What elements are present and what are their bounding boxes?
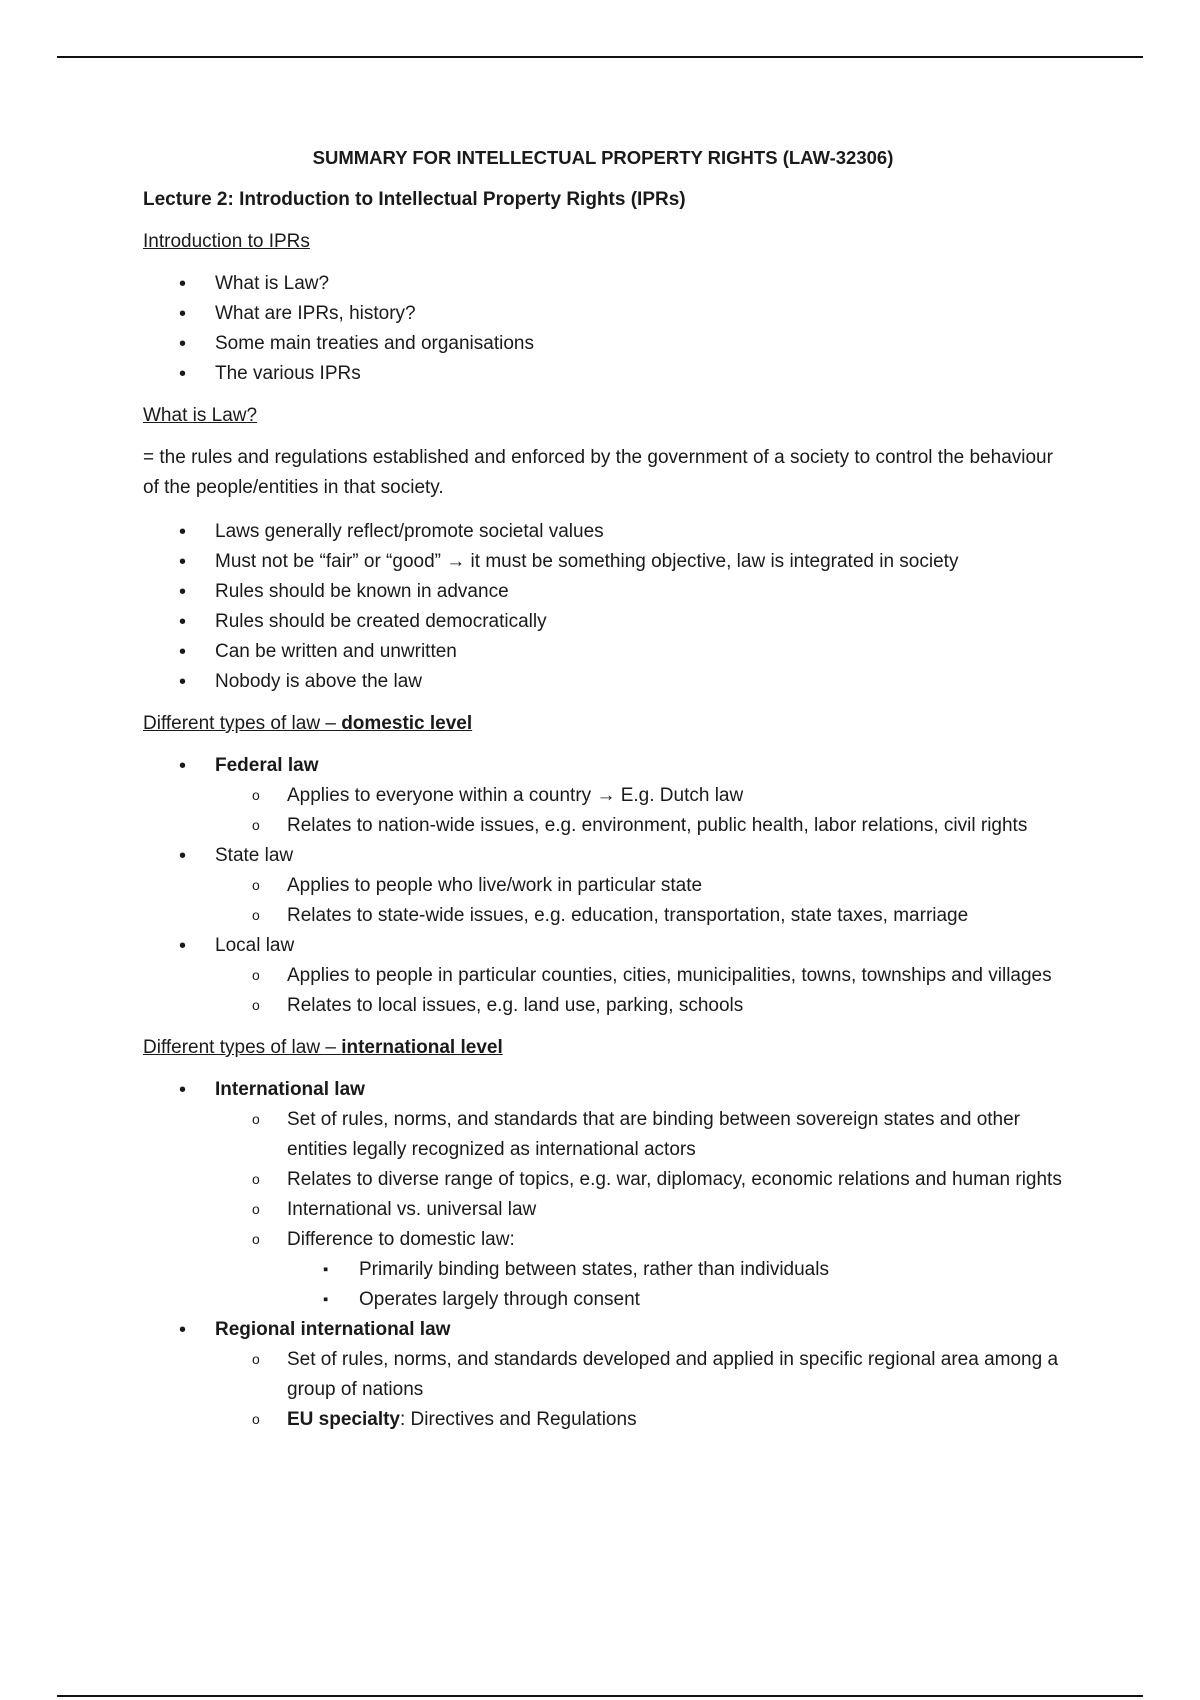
heading-emphasis: international level xyxy=(341,1037,503,1058)
list-item-state-law xyxy=(143,841,1063,931)
list-item xyxy=(215,1225,1063,1315)
list-item: • What are IPRs, history? xyxy=(143,299,1063,329)
list-item-regional-law xyxy=(143,1315,1063,1435)
federal-law-label: Federal law xyxy=(215,755,319,776)
international-law-list xyxy=(143,1075,1063,1435)
section-heading-intro: Introduction to IPRs xyxy=(143,231,310,252)
heading-emphasis: domestic level xyxy=(341,713,473,734)
list-item: • Laws generally reflect/promote societal values xyxy=(143,517,1063,547)
federal-law-sublist xyxy=(215,781,1063,841)
list-item xyxy=(215,1405,1063,1435)
section-heading-domestic xyxy=(143,709,1063,739)
regional-law-label: Regional international law xyxy=(215,1319,451,1340)
heading-prefix: Different types of law – xyxy=(143,1037,342,1058)
law-characteristics-list xyxy=(143,517,1063,697)
difference-sublist xyxy=(287,1255,1063,1315)
list-item: ▪ Operates largely through consent xyxy=(287,1285,1063,1315)
list-item: o Relates to diverse range of topics, e.g. war, diplomacy, economic relations and human rights xyxy=(215,1165,1063,1195)
lecture-heading: Lecture 2: Introduction to Intellectual Property Rights (IPRs) xyxy=(143,189,686,210)
list-item: o Relates to local issues, e.g. land use, parking, schools xyxy=(215,991,1063,1021)
law-definition: = the rules and regulations established and enforced by the government of a society to control the behaviour of the people/entities in that society. xyxy=(143,447,1053,498)
bottom-rule xyxy=(57,1695,1143,1697)
list-item: • What is Law? xyxy=(143,269,1063,299)
state-law-sublist xyxy=(215,871,1063,931)
regional-law-sublist xyxy=(215,1345,1063,1435)
list-item-federal-law xyxy=(143,751,1063,841)
list-item: • The various IPRs xyxy=(143,359,1063,389)
list-item: • Can be written and unwritten xyxy=(143,637,1063,667)
list-item-local-law xyxy=(143,931,1063,1021)
difference-label: Difference to domestic law: xyxy=(287,1229,515,1250)
list-item: o International vs. universal law xyxy=(215,1195,1063,1225)
eu-specialty-text: : Directives and Regulations xyxy=(400,1409,637,1430)
international-law-sublist xyxy=(215,1105,1063,1315)
list-item: • Must not be “fair” or “good” → it must be something objective, law is integrated in society xyxy=(143,547,1063,577)
intro-list xyxy=(143,269,1063,389)
state-law-label: State law xyxy=(215,845,294,866)
local-law-label: Local law xyxy=(215,935,295,956)
list-item: • Rules should be created democratically xyxy=(143,607,1063,637)
list-item: • Some main treaties and organisations xyxy=(143,329,1063,359)
international-law-label: International law xyxy=(215,1079,365,1100)
list-item: o Set of rules, norms, and standards developed and applied in specific regional area among a group of nations xyxy=(215,1345,1063,1405)
section-heading-what-is-law: What is Law? xyxy=(143,405,258,426)
list-item: • Rules should be known in advance xyxy=(143,577,1063,607)
document-title: SUMMARY FOR INTELLECTUAL PROPERTY RIGHTS (LAW-32306) xyxy=(312,147,894,168)
list-item: o Applies to people who live/work in particular state xyxy=(215,871,1063,901)
list-item: o Relates to state-wide issues, e.g. education, transportation, state taxes, marriage xyxy=(215,901,1063,931)
list-item: • Nobody is above the law xyxy=(143,667,1063,697)
list-item: o Applies to everyone within a country → E.g. Dutch law xyxy=(215,781,1063,811)
list-item: o Applies to people in particular counties, cities, municipalities, towns, townships and villages xyxy=(215,961,1063,991)
list-item: o Relates to nation-wide issues, e.g. environment, public health, labor relations, civil rights xyxy=(215,811,1063,841)
top-rule xyxy=(57,56,1143,58)
heading-prefix: Different types of law – xyxy=(143,713,342,734)
eu-specialty-label: EU specialty xyxy=(287,1409,400,1430)
list-item-international-law xyxy=(143,1075,1063,1315)
section-heading-international xyxy=(143,1033,1063,1063)
local-law-sublist xyxy=(215,961,1063,1021)
document-page xyxy=(143,143,1063,1447)
list-item: o Set of rules, norms, and standards that are binding between sovereign states and other entities legally recognized as international actors xyxy=(215,1105,1063,1165)
domestic-law-list xyxy=(143,751,1063,1021)
list-item: ▪ Primarily binding between states, rather than individuals xyxy=(287,1255,1063,1285)
